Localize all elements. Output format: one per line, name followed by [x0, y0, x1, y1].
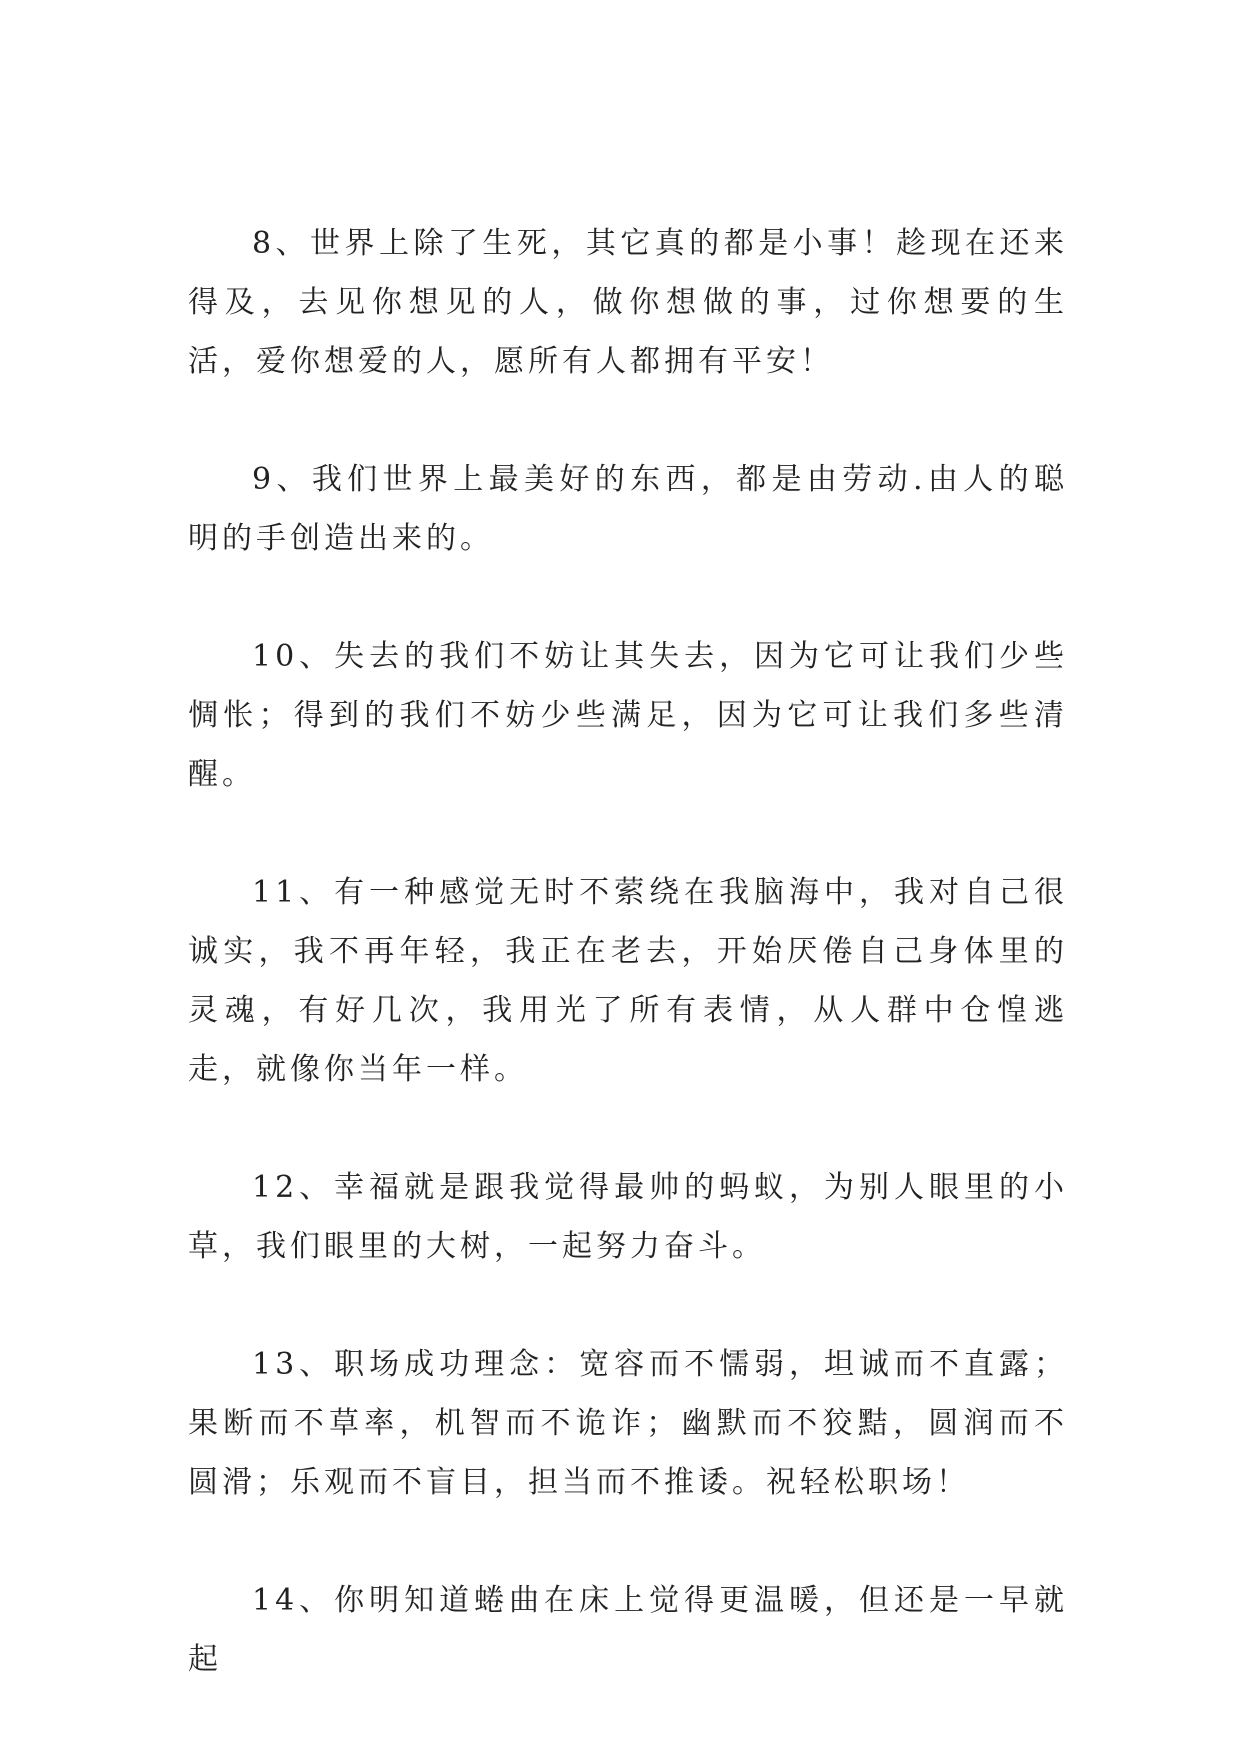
- paragraph-11: 11、有一种感觉无时不萦绕在我脑海中，我对自己很诚实，我不再年轻，我正在老去，开始厌倦自己身体里的灵魂，有好几次，我用光了所有表情，从人群中仓惶逃走，就像你当年一样。: [188, 875, 1068, 1087]
- paragraph-8: 8、世界上除了生死，其它真的都是小事！趁现在还来得及，去见你想见的人，做你想做的事，过你想要的生活，爱你想爱的人，愿所有人都拥有平安！: [188, 226, 1068, 379]
- document-body: [188, 214, 1068, 1689]
- paragraph-9: 9、我们世界上最美好的东西，都是由劳动.由人的聪明的手创造出来的。: [188, 462, 1068, 556]
- paragraph-10: 10、失去的我们不妨让其失去，因为它可让我们少些惆怅；得到的我们不妨少些满足，因为它可让我们多些清醒。: [188, 639, 1068, 792]
- paragraph-12: 12、幸福就是跟我觉得最帅的蚂蚁，为别人眼里的小草，我们眼里的大树，一起努力奋斗。: [188, 1170, 1068, 1264]
- paragraph-13: 13、职场成功理念：宽容而不懦弱，坦诚而不直露；果断而不草率，机智而不诡诈；幽默而不狡黠，圆润而不圆滑；乐观而不盲目，担当而不推诿。祝轻松职场！: [188, 1347, 1068, 1500]
- paragraph-14: 14、你明知道蜷曲在床上觉得更温暖，但还是一早就起: [188, 1583, 1068, 1677]
